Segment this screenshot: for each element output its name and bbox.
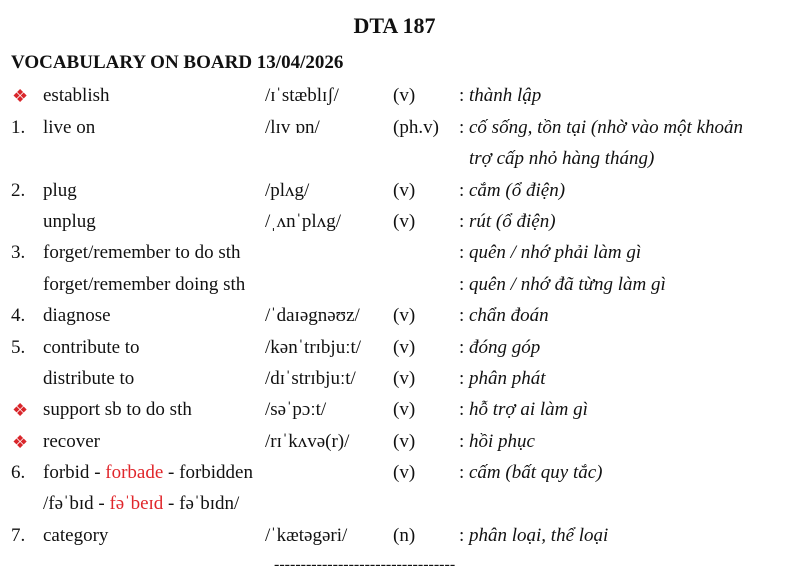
entry-meaning: quên / nhớ đã từng làm gì bbox=[469, 274, 666, 295]
entry-ipa bbox=[43, 492, 239, 516]
entry-word: unplug bbox=[43, 211, 96, 232]
verb-past: forbade bbox=[105, 462, 164, 483]
entry-number: 3. bbox=[11, 242, 26, 263]
entry-meaning: phân loại, thể loại bbox=[469, 525, 609, 546]
entry-word: category bbox=[43, 525, 109, 546]
separator: - bbox=[163, 462, 180, 483]
entry-colon: : bbox=[459, 274, 465, 295]
entry-pos: (v) bbox=[393, 337, 416, 358]
entry-meaning: cố sống, tồn tại (nhờ vào một khoản bbox=[469, 117, 743, 138]
entry-meaning: hồi phục bbox=[469, 431, 535, 452]
entry-ipa: /ˌʌnˈplʌg/ bbox=[265, 211, 341, 232]
entry-word: live on bbox=[43, 117, 96, 138]
entry-colon: : bbox=[459, 337, 465, 358]
ipa-base: /fəˈbɪd bbox=[43, 493, 94, 514]
entry-ipa: /lɪv ɒn/ bbox=[265, 117, 320, 138]
verb-participle: forbidden bbox=[179, 462, 253, 483]
entry-colon: : bbox=[459, 462, 465, 483]
entry-meaning: thành lập bbox=[469, 85, 542, 106]
entry-colon: : bbox=[459, 431, 465, 452]
bullet-icon: ❖ bbox=[12, 86, 29, 106]
entry-pos: (v) bbox=[393, 180, 416, 201]
entry-word: forget/remember to do sth bbox=[43, 242, 241, 263]
entry-ipa: /ɪˈstæblɪʃ/ bbox=[265, 85, 339, 106]
entry-ipa: /ˈdaɪəgnəʊz/ bbox=[265, 305, 360, 326]
entry-meaning: phân phát bbox=[469, 368, 546, 389]
bullet-icon: ❖ bbox=[12, 432, 29, 452]
entry-colon: : bbox=[459, 211, 465, 232]
entry-number: 2. bbox=[11, 180, 26, 201]
entry-pos: (v) bbox=[393, 211, 416, 232]
entry-ipa: /rɪˈkʌvə(r)/ bbox=[265, 431, 350, 452]
entry-number: 6. bbox=[11, 462, 26, 483]
entry-pos: (n) bbox=[393, 525, 416, 546]
entry-word: recover bbox=[43, 431, 100, 452]
entry-meaning-continued: trợ cấp nhỏ hàng tháng) bbox=[469, 148, 655, 169]
separator: - bbox=[89, 462, 106, 483]
entry-meaning: chẩn đoán bbox=[469, 305, 549, 326]
entry-pos: (v) bbox=[393, 85, 416, 106]
entry-word bbox=[43, 461, 253, 485]
page-title: DTA 187 bbox=[353, 13, 436, 38]
entry-ipa: /kənˈtrɪbjuːt/ bbox=[265, 337, 362, 358]
entry-meaning: đóng góp bbox=[469, 337, 541, 358]
entry-colon: : bbox=[459, 117, 465, 138]
entry-pos: (ph.v) bbox=[393, 117, 439, 138]
entry-word: distribute to bbox=[43, 368, 135, 389]
entry-colon: : bbox=[459, 368, 465, 389]
entry-pos: (v) bbox=[393, 399, 416, 420]
entry-meaning: cấm (bất quy tắc) bbox=[469, 462, 603, 483]
entry-pos: (v) bbox=[393, 462, 416, 483]
entry-colon: : bbox=[459, 85, 465, 106]
entry-ipa: /səˈpɔːt/ bbox=[265, 399, 327, 420]
entry-number: 7. bbox=[11, 525, 26, 546]
separator: - bbox=[163, 493, 180, 514]
entry-word: forget/remember doing sth bbox=[43, 274, 246, 295]
entry-number: 1. bbox=[11, 117, 26, 138]
entry-ipa: /dɪˈstrɪbjuːt/ bbox=[265, 368, 356, 389]
entry-pos: (v) bbox=[393, 305, 416, 326]
ipa-past: fəˈbeɪd bbox=[109, 493, 164, 514]
entry-word: diagnose bbox=[43, 305, 111, 326]
entry-word: plug bbox=[43, 180, 77, 201]
entry-word: establish bbox=[43, 85, 110, 106]
separator: - bbox=[93, 493, 110, 514]
divider-line: ---------------------------------- bbox=[274, 556, 456, 573]
verb-base: forbid bbox=[43, 462, 90, 483]
entry-meaning: quên / nhớ phải làm gì bbox=[469, 242, 642, 263]
entry-meaning: rút (ổ điện) bbox=[469, 211, 556, 232]
entry-meaning: cắm (ổ điện) bbox=[469, 180, 566, 201]
entry-meaning: hỗ trợ ai làm gì bbox=[469, 399, 588, 420]
entry-pos: (v) bbox=[393, 368, 416, 389]
entry-colon: : bbox=[459, 525, 465, 546]
entry-word: support sb to do sth bbox=[43, 399, 192, 420]
entry-colon: : bbox=[459, 305, 465, 326]
entry-ipa: /ˈkætəgəri/ bbox=[265, 525, 348, 546]
bullet-icon: ❖ bbox=[12, 400, 29, 420]
entry-colon: : bbox=[459, 399, 465, 420]
entry-colon: : bbox=[459, 180, 465, 201]
entry-number: 4. bbox=[11, 305, 26, 326]
ipa-participle: fəˈbɪdn/ bbox=[179, 493, 240, 514]
entry-number: 5. bbox=[11, 337, 26, 358]
entry-ipa: /plʌg/ bbox=[265, 180, 310, 201]
entry-colon: : bbox=[459, 242, 465, 263]
entry-word: contribute to bbox=[43, 337, 140, 358]
page-subtitle: VOCABULARY ON BOARD 13/04/2026 bbox=[11, 52, 344, 73]
entry-pos: (v) bbox=[393, 431, 416, 452]
